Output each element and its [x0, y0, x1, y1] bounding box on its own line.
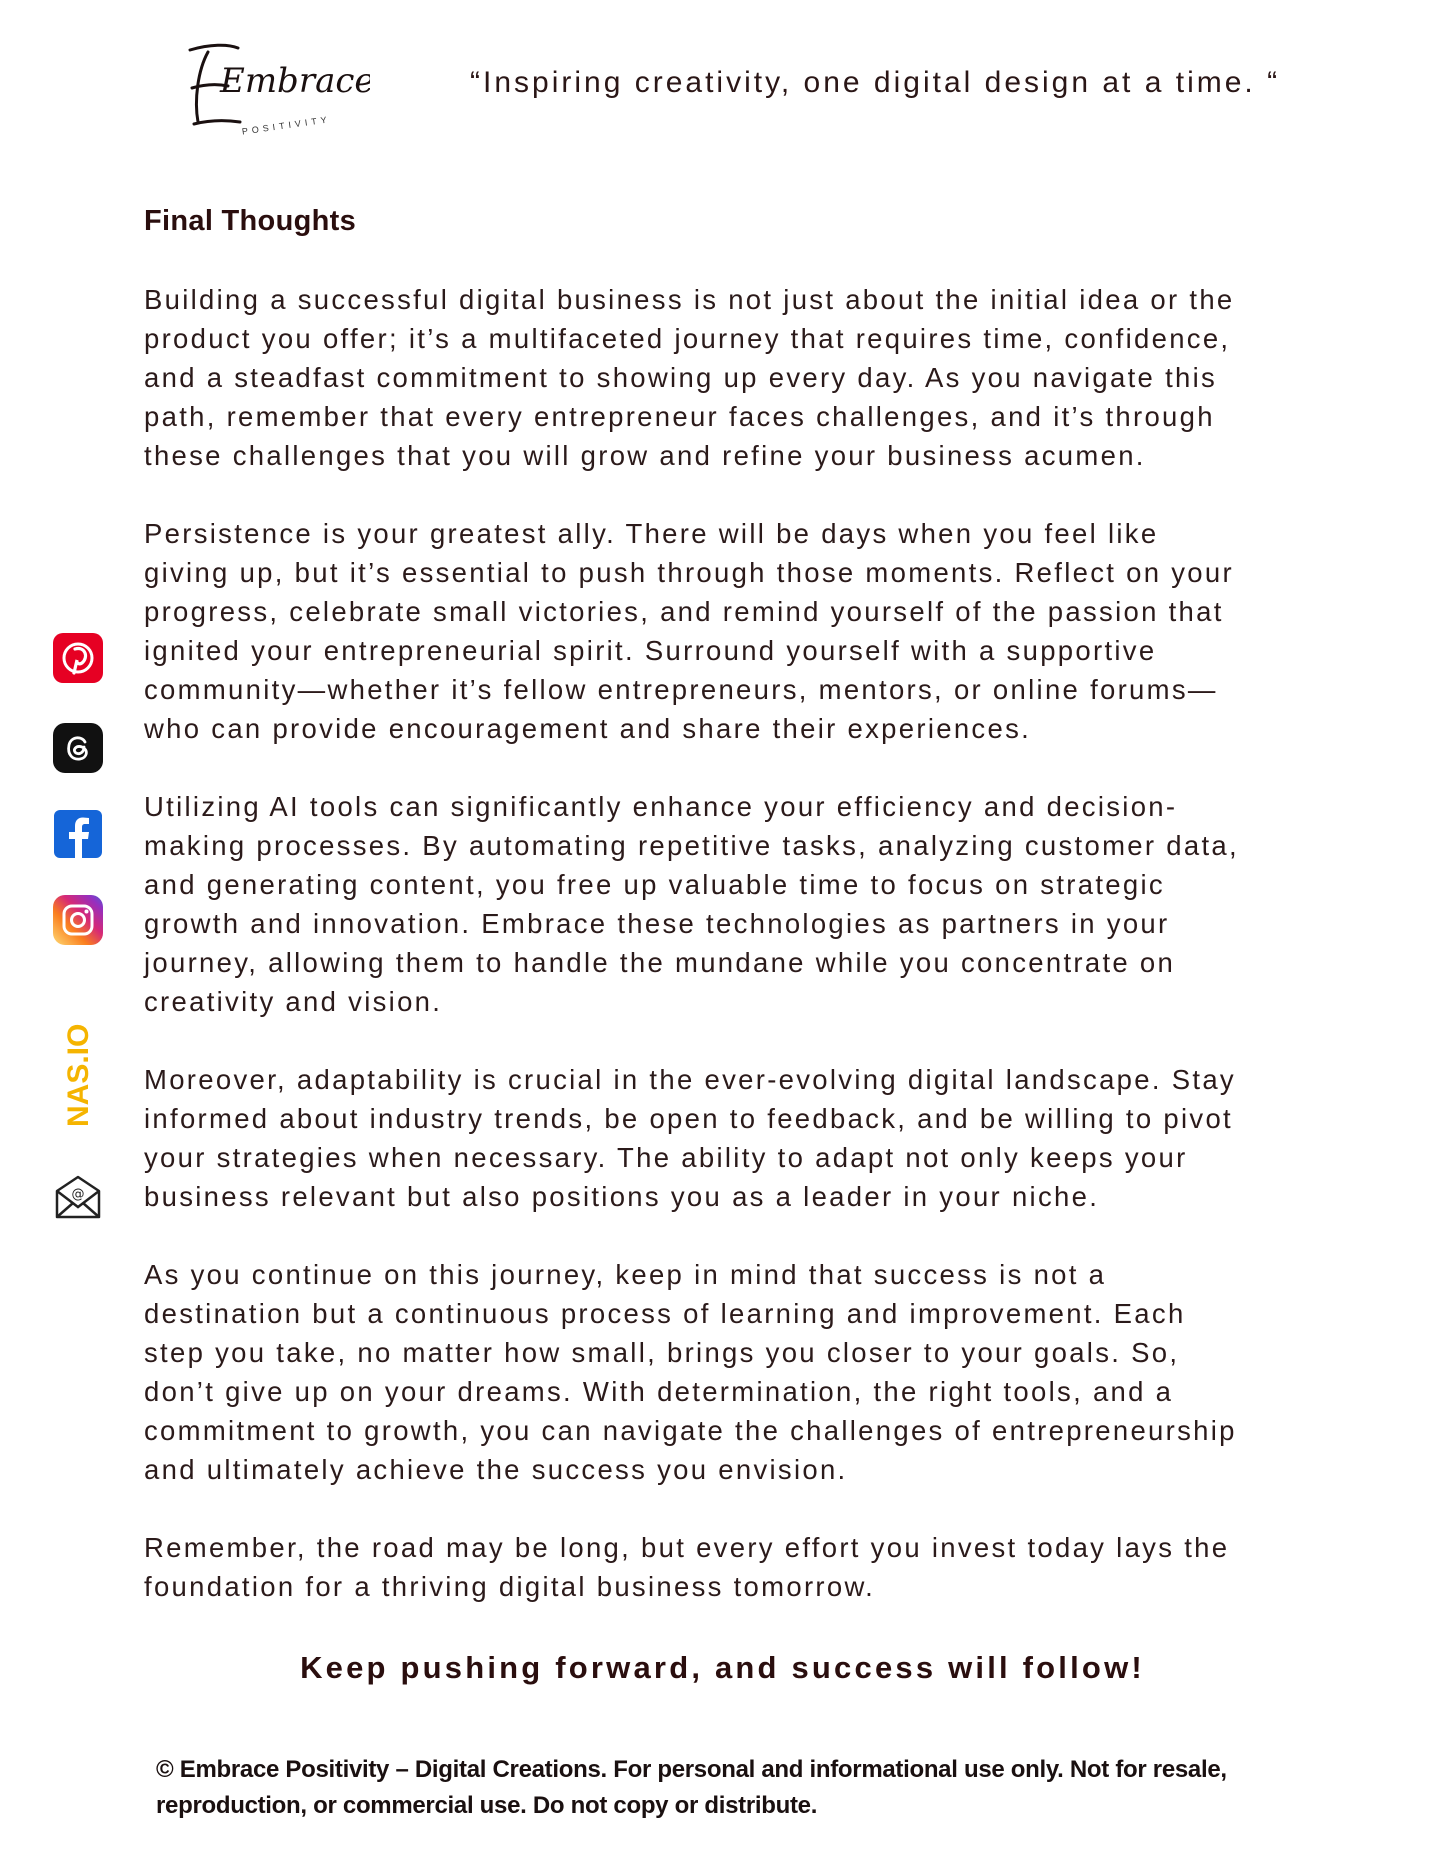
instagram-link[interactable] [52, 894, 104, 946]
email-icon [53, 1173, 103, 1219]
paragraph: Persistence is your greatest ally. There will be days when you feel like giving up, but it’s essential to push through those moments. Reflect on your progress, celebrate small victories, and remind yourself of the passion that ignited your entrepreneurial spirit. Surround yourself with a supportive community—whether it’s fellow entrepreneurs, mentors, or online forums— who can provide encouragement and share their experiences. [144, 518, 1234, 744]
paragraph: Remember, the road may be long, but every effort you invest today lays the foundation for a thriving digital business tomorrow. [144, 1532, 1230, 1602]
logo-subtext: POSITIVITY [241, 114, 332, 137]
facebook-icon [54, 810, 102, 858]
article [144, 205, 1324, 1645]
nas-io-logo-text: NAS.IO [62, 1023, 95, 1127]
facebook-link[interactable] [52, 808, 104, 860]
paragraph: As you continue on this journey, keep in mind that success is not a destination but a continuous process of learning and improvement. Each step you take, no matter how small, brings you closer to your goals. So, don’t give up on your dreams. With determination, the right tools, and a commitment to growth, you can navigate the challenges of entrepreneurship and ultimately achieve the success you envision. [144, 1259, 1237, 1485]
instagram-icon [53, 895, 103, 945]
brand-logo-mark [180, 30, 370, 150]
paragraph: Utilizing AI tools can significantly enhance your efficiency and decision- making processes. By automating repetitive tasks, analyzing customer data, and generating content, you free up valuable time to focus on strategic growth and innovation. Embrace these technologies as partners in your journey, allowing them to handle the mundane while you concentrate on creativity and vision. [144, 791, 1239, 1017]
logo-script-text: Embrace [220, 61, 370, 101]
email-link[interactable] [52, 1172, 104, 1220]
copyright-notice: © Embrace Positivity – Digital Creations. For personal and informational use only. Not for resale, reproduction, or commercial use. Do not copy or distribute. [156, 1756, 1227, 1819]
threads-icon [53, 723, 103, 773]
closing-statement: Keep pushing forward, and success will follow! [300, 1650, 1145, 1685]
brand-logo [180, 30, 370, 150]
article-heading: Final Thoughts [144, 205, 357, 237]
paragraph: Building a successful digital business is not just about the initial idea or the product you offer; it’s a multifaceted journey that requires time, confidence, and a steadfast commitment to showing up every day. As you navigate this path, remember that every entrepreneur faces challenges, and it’s through these challenges that you will grow and refine your business acumen. [144, 284, 1235, 471]
threads-link[interactable] [52, 722, 104, 774]
paragraph: Moreover, adaptability is crucial in the ever-evolving digital landscape. Stay informed about industry trends, be open to feedback, and be willing to pivot your strategies when necessary. The ability to adapt not only keeps your business relevant but also positions you as a leader in your niche. [144, 1064, 1236, 1212]
pinterest-icon [53, 633, 103, 683]
tagline: “Inspiring creativity, one digital design at a time. “ [470, 66, 1281, 99]
nas-io-link[interactable] [52, 984, 104, 1132]
svg-text:@: @ [71, 1187, 85, 1202]
nas-io-icon [58, 985, 98, 1131]
pinterest-link[interactable] [52, 632, 104, 684]
